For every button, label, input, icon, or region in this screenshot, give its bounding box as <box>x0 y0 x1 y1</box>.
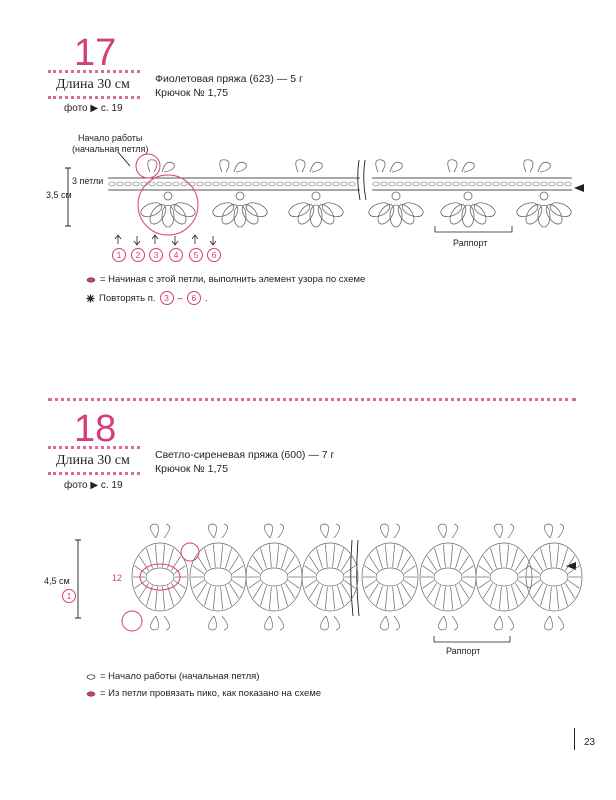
pattern-18-length: Длина 30 см <box>56 453 130 468</box>
pattern-18-top-divider <box>48 446 140 449</box>
pink-loop-icon <box>86 277 96 283</box>
step-3: 3 <box>149 248 163 262</box>
page-number: 23 <box>584 737 596 748</box>
pattern-18-diagram <box>0 500 616 660</box>
pattern-17-number: 17 <box>74 32 117 74</box>
step-2: 2 <box>131 248 145 262</box>
step-4: 4 <box>169 248 183 262</box>
legend-2-to: 6 <box>187 291 201 305</box>
repeat-asterisk-icon <box>86 294 95 303</box>
pattern-17-legend-2 <box>86 291 207 305</box>
legend-2-dash: – <box>177 292 183 304</box>
start-label-line-1: Начало работы <box>77 133 143 143</box>
pattern-18-hook: Крючок № 1,75 <box>155 463 229 475</box>
pattern-17-yarn: Фиолетовая пряжа (623) — 5 г <box>155 73 303 85</box>
step-1: 1 <box>112 248 126 262</box>
page-number-rule <box>574 728 575 750</box>
legend-2-end: . <box>204 292 208 304</box>
legend-2-from: 3 <box>160 291 174 305</box>
pattern-17-photo-ref: фото ▶ с. 19 <box>64 103 123 114</box>
pattern-18-legend-1 <box>86 671 259 682</box>
pattern-17-legend-1 <box>86 274 365 285</box>
start-label-line-2: (начальная петля) <box>72 144 149 154</box>
pattern-18-photo-ref: фото ▶ с. 19 <box>64 480 123 491</box>
pattern-18-repeat-bracket <box>434 636 510 642</box>
pattern-18-step-1: 1 <box>62 589 76 603</box>
pink-loop-icon <box>86 691 96 697</box>
pattern-18-yarn: Светло-сиреневая пряжа (600) — 7 г <box>155 449 335 461</box>
pattern-17-hook: Крючок № 1,75 <box>155 87 229 99</box>
pattern-18-repeat-label: Раппорт <box>446 646 481 656</box>
pattern-17-length: Длина 30 см <box>56 77 130 92</box>
pattern-17-end-arrow <box>574 184 584 192</box>
pattern-17-height-label: 3,5 см <box>46 190 72 200</box>
legend-2-prefix: Повторять п. <box>99 292 156 304</box>
pattern-18-bottom-divider <box>48 472 140 475</box>
pattern-18-number: 18 <box>74 408 117 450</box>
section-separator <box>48 398 576 401</box>
pattern-18-legend-1-text: = Начало работы (начальная петля) <box>100 671 260 682</box>
step-5: 5 <box>189 248 203 262</box>
pattern-17-repeat-label: Раппорт <box>453 238 488 248</box>
pattern-18-legend-2 <box>86 688 321 699</box>
pattern-18-height-label: 4,5 см <box>44 576 70 586</box>
pattern-17-loops-label: 3 петли <box>72 176 104 186</box>
pattern-17-step-numbers <box>112 248 232 262</box>
pattern-17-diagram <box>0 0 616 270</box>
step-6: 6 <box>207 248 221 262</box>
pattern-18-inner-count: 12 <box>112 573 123 583</box>
pattern-18-legend-2-text: = Из петли провязать пико, как показано на схеме <box>100 688 322 699</box>
pattern-17-repeat-bracket <box>435 226 512 232</box>
legend-1-text: = Начиная с этой петли, выполнить элемент узора по схеме <box>100 274 366 285</box>
white-loop-icon <box>86 674 96 680</box>
